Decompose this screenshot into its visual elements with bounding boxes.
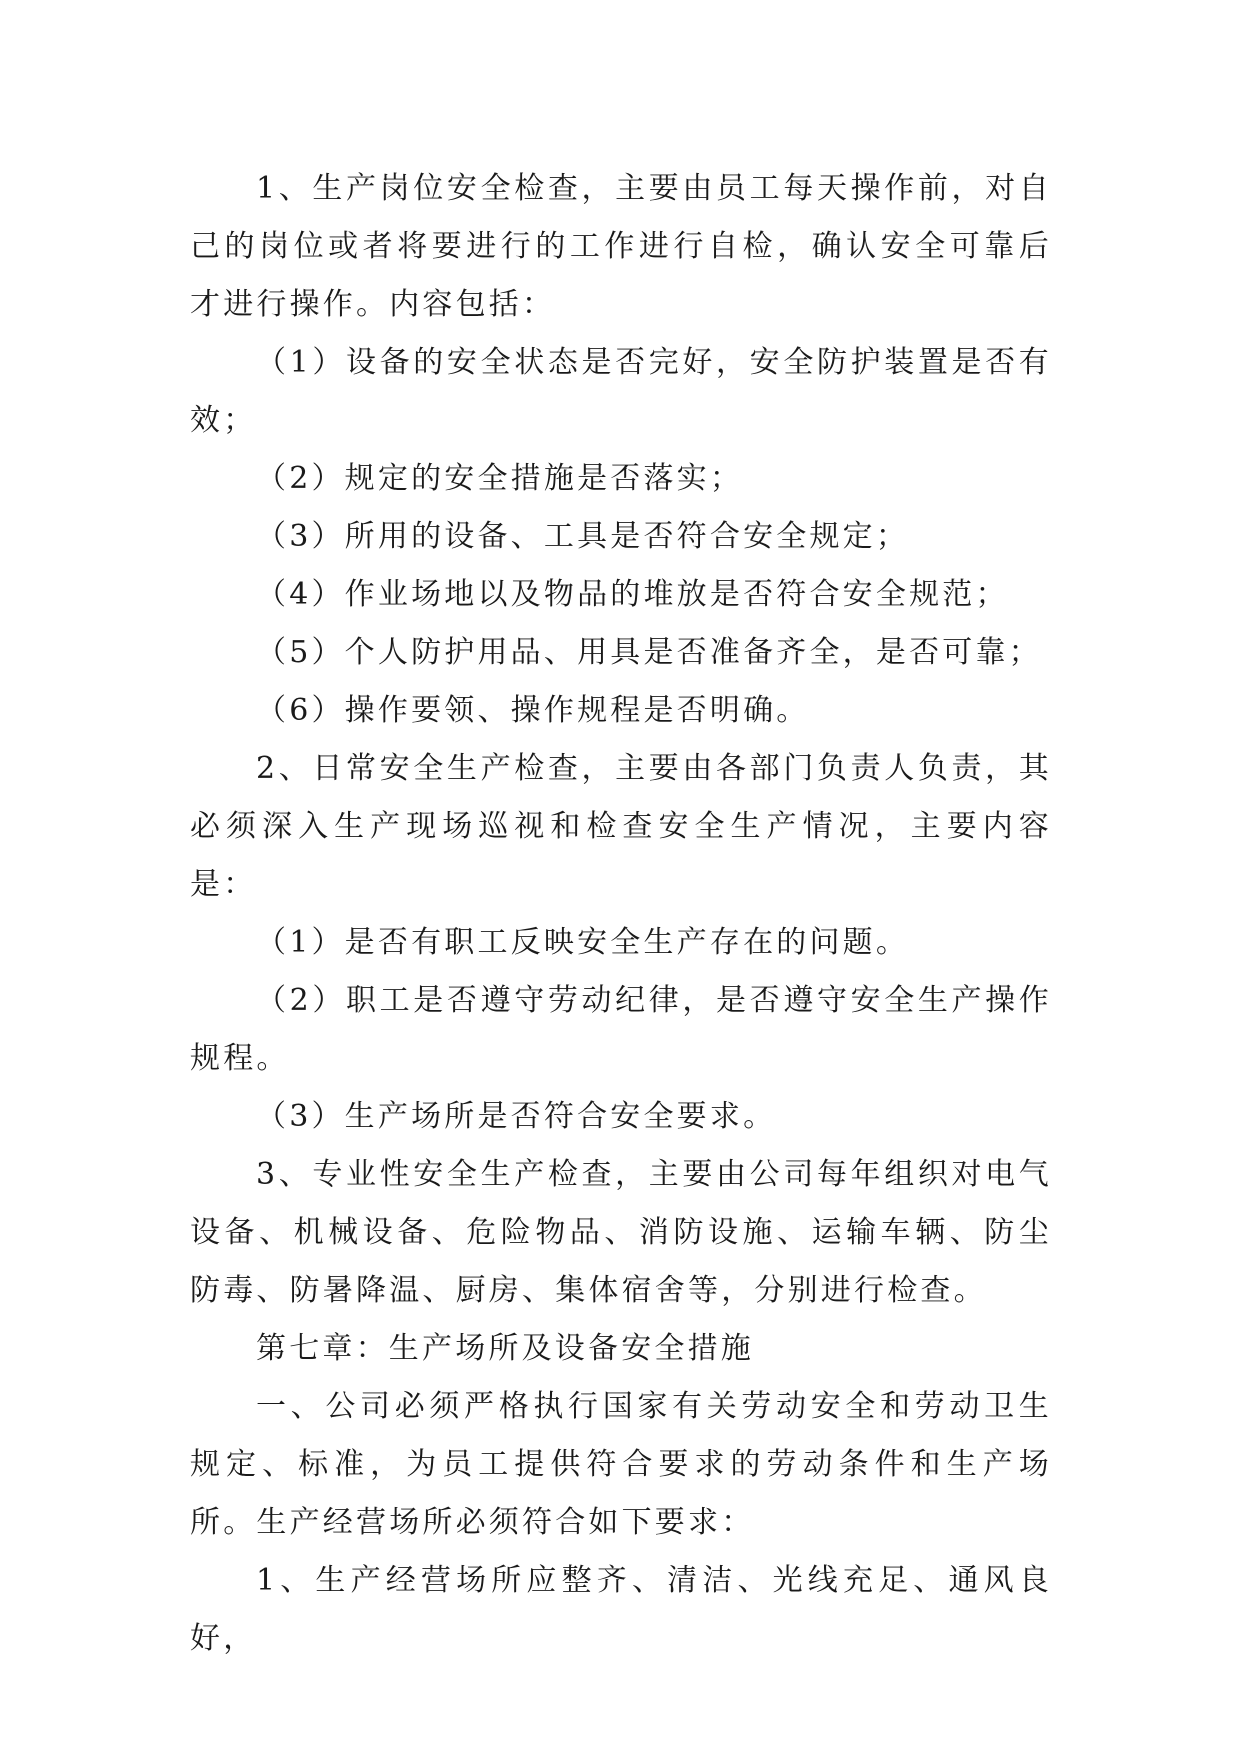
chapter-heading: 第七章：生产场所及设备安全措施 bbox=[256, 1331, 754, 1366]
paragraph-professional-inspection: 3、专业性安全生产检查，主要由公司每年组织对电气设备、机械设备、危险物品、消防设施、运输车辆、防尘防毒、防暑降温、厨房、集体宿舍等，分别进行检查。 bbox=[190, 1157, 1052, 1308]
list-item-operating-rules: （6）操作要领、操作规程是否明确。 bbox=[256, 693, 810, 728]
paragraph-company-requirements: 一、公司必须严格执行国家有关劳动安全和劳动卫生规定、标准，为员工提供符合要求的劳动条件和生产场所。生产经营场所必须符合如下要求： bbox=[190, 1389, 1052, 1540]
list-item-site-requirements: （3）生产场所是否符合安全要求。 bbox=[256, 1099, 777, 1134]
document-body bbox=[190, 160, 1052, 1668]
paragraph-production-post-inspection: 1、生产岗位安全检查，主要由员工每天操作前，对自己的岗位或者将要进行的工作进行自检，确认安全可靠后才进行操作。内容包括： bbox=[190, 171, 1052, 322]
list-item-labor-discipline: （2）职工是否遵守劳动纪律，是否遵守安全生产操作规程。 bbox=[190, 983, 1052, 1076]
list-item-protective-gear: （5）个人防护用品、用具是否准备齐全，是否可靠； bbox=[256, 635, 1042, 670]
paragraph-site-conditions: 1、生产经营场所应整齐、清洁、光线充足、通风良好， bbox=[190, 1563, 1052, 1656]
paragraph-daily-safety-inspection: 2、日常安全生产检查，主要由各部门负责人负责，其必须深入生产现场巡视和检查安全生产情况，主要内容是： bbox=[190, 751, 1052, 902]
list-item-safety-measures: （2）规定的安全措施是否落实； bbox=[256, 461, 744, 496]
list-item-work-site: （4）作业场地以及物品的堆放是否符合安全规范； bbox=[256, 577, 1009, 612]
list-item-equipment-status: （1）设备的安全状态是否完好，安全防护装置是否有效； bbox=[190, 345, 1052, 438]
list-item-tools-compliance: （3）所用的设备、工具是否符合安全规定； bbox=[256, 519, 910, 554]
list-item-reported-problems: （1）是否有职工反映安全生产存在的问题。 bbox=[256, 925, 910, 960]
